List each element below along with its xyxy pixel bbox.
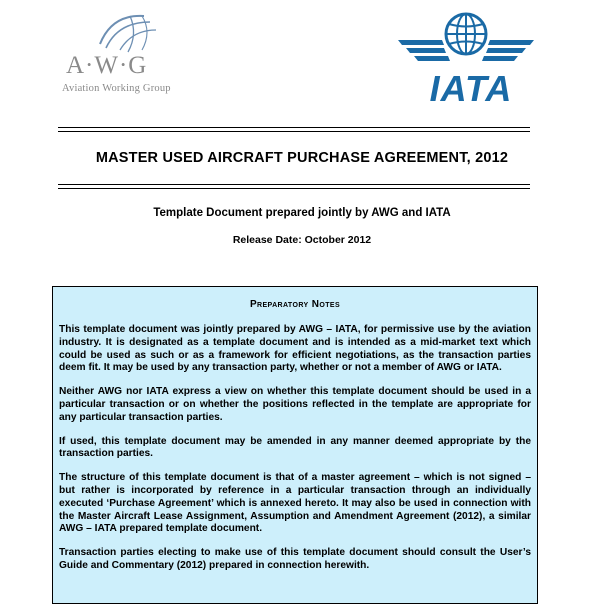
release-date: Release Date: October 2012 — [232, 234, 372, 246]
iata-globe-wings-icon — [396, 10, 536, 72]
preparatory-note-paragraph: Neither AWG nor IATA express a view on whether this template document should be used in a particular transaction or on whether the positions reflected in the template are appropriate for any particular transaction parties. — [59, 386, 531, 423]
iata-logo-word: IATA — [429, 68, 513, 109]
preparatory-note-paragraph: The structure of this template document is that of a master agreement – which is not signed – but rather is incorporated by reference in a particular transaction through an individually executed ‘Purchase Agreement’ which is annexed hereto. It may also be used in connection with the Master Aircraft Lease Assignment, Assumption and Amendment Agreement (2012), a similar AWG – IATA prepared template document. — [59, 472, 531, 535]
document-subtitle: Template Document prepared jointly by AWG and IATA — [153, 207, 451, 219]
title-rule-bottom-1 — [58, 184, 530, 185]
awg-logo — [58, 10, 218, 94]
preparatory-notes-heading: Preparatory Notes — [249, 299, 341, 310]
preparatory-note-paragraph: If used, this template document may be amended in any manner deemed appropriate by the transaction parties. — [59, 435, 531, 460]
title-rule-top-2 — [58, 131, 530, 132]
title-rule-bottom-2 — [58, 188, 530, 189]
iata-logo — [396, 10, 536, 109]
title-rule-top-1 — [58, 127, 530, 128]
awg-logo-subtitle: Aviation Working Group — [62, 83, 171, 94]
preparatory-note-paragraph: This template document was jointly prepared by AWG – IATA, for permissive use by the aviation industry. It is designated as a template document and is intended as a mid-market text which could be used as such or as a framework for efficient negotiations, as the transaction parties deem fit. It may be used by any transaction party, whether or not a member of AWG or IATA. — [59, 324, 531, 374]
preparatory-note-paragraph: Transaction parties electing to make use of this template document should consult the User’s Guide and Commentary (2012) prepared in connection herewith. — [59, 547, 531, 571]
awg-globe-icon — [92, 10, 162, 54]
preparatory-notes-box — [52, 286, 538, 604]
document-title: MASTER USED AIRCRAFT PURCHASE AGREEMENT, 2012 — [95, 150, 509, 166]
awg-logo-letters: A·W·G — [66, 52, 148, 79]
